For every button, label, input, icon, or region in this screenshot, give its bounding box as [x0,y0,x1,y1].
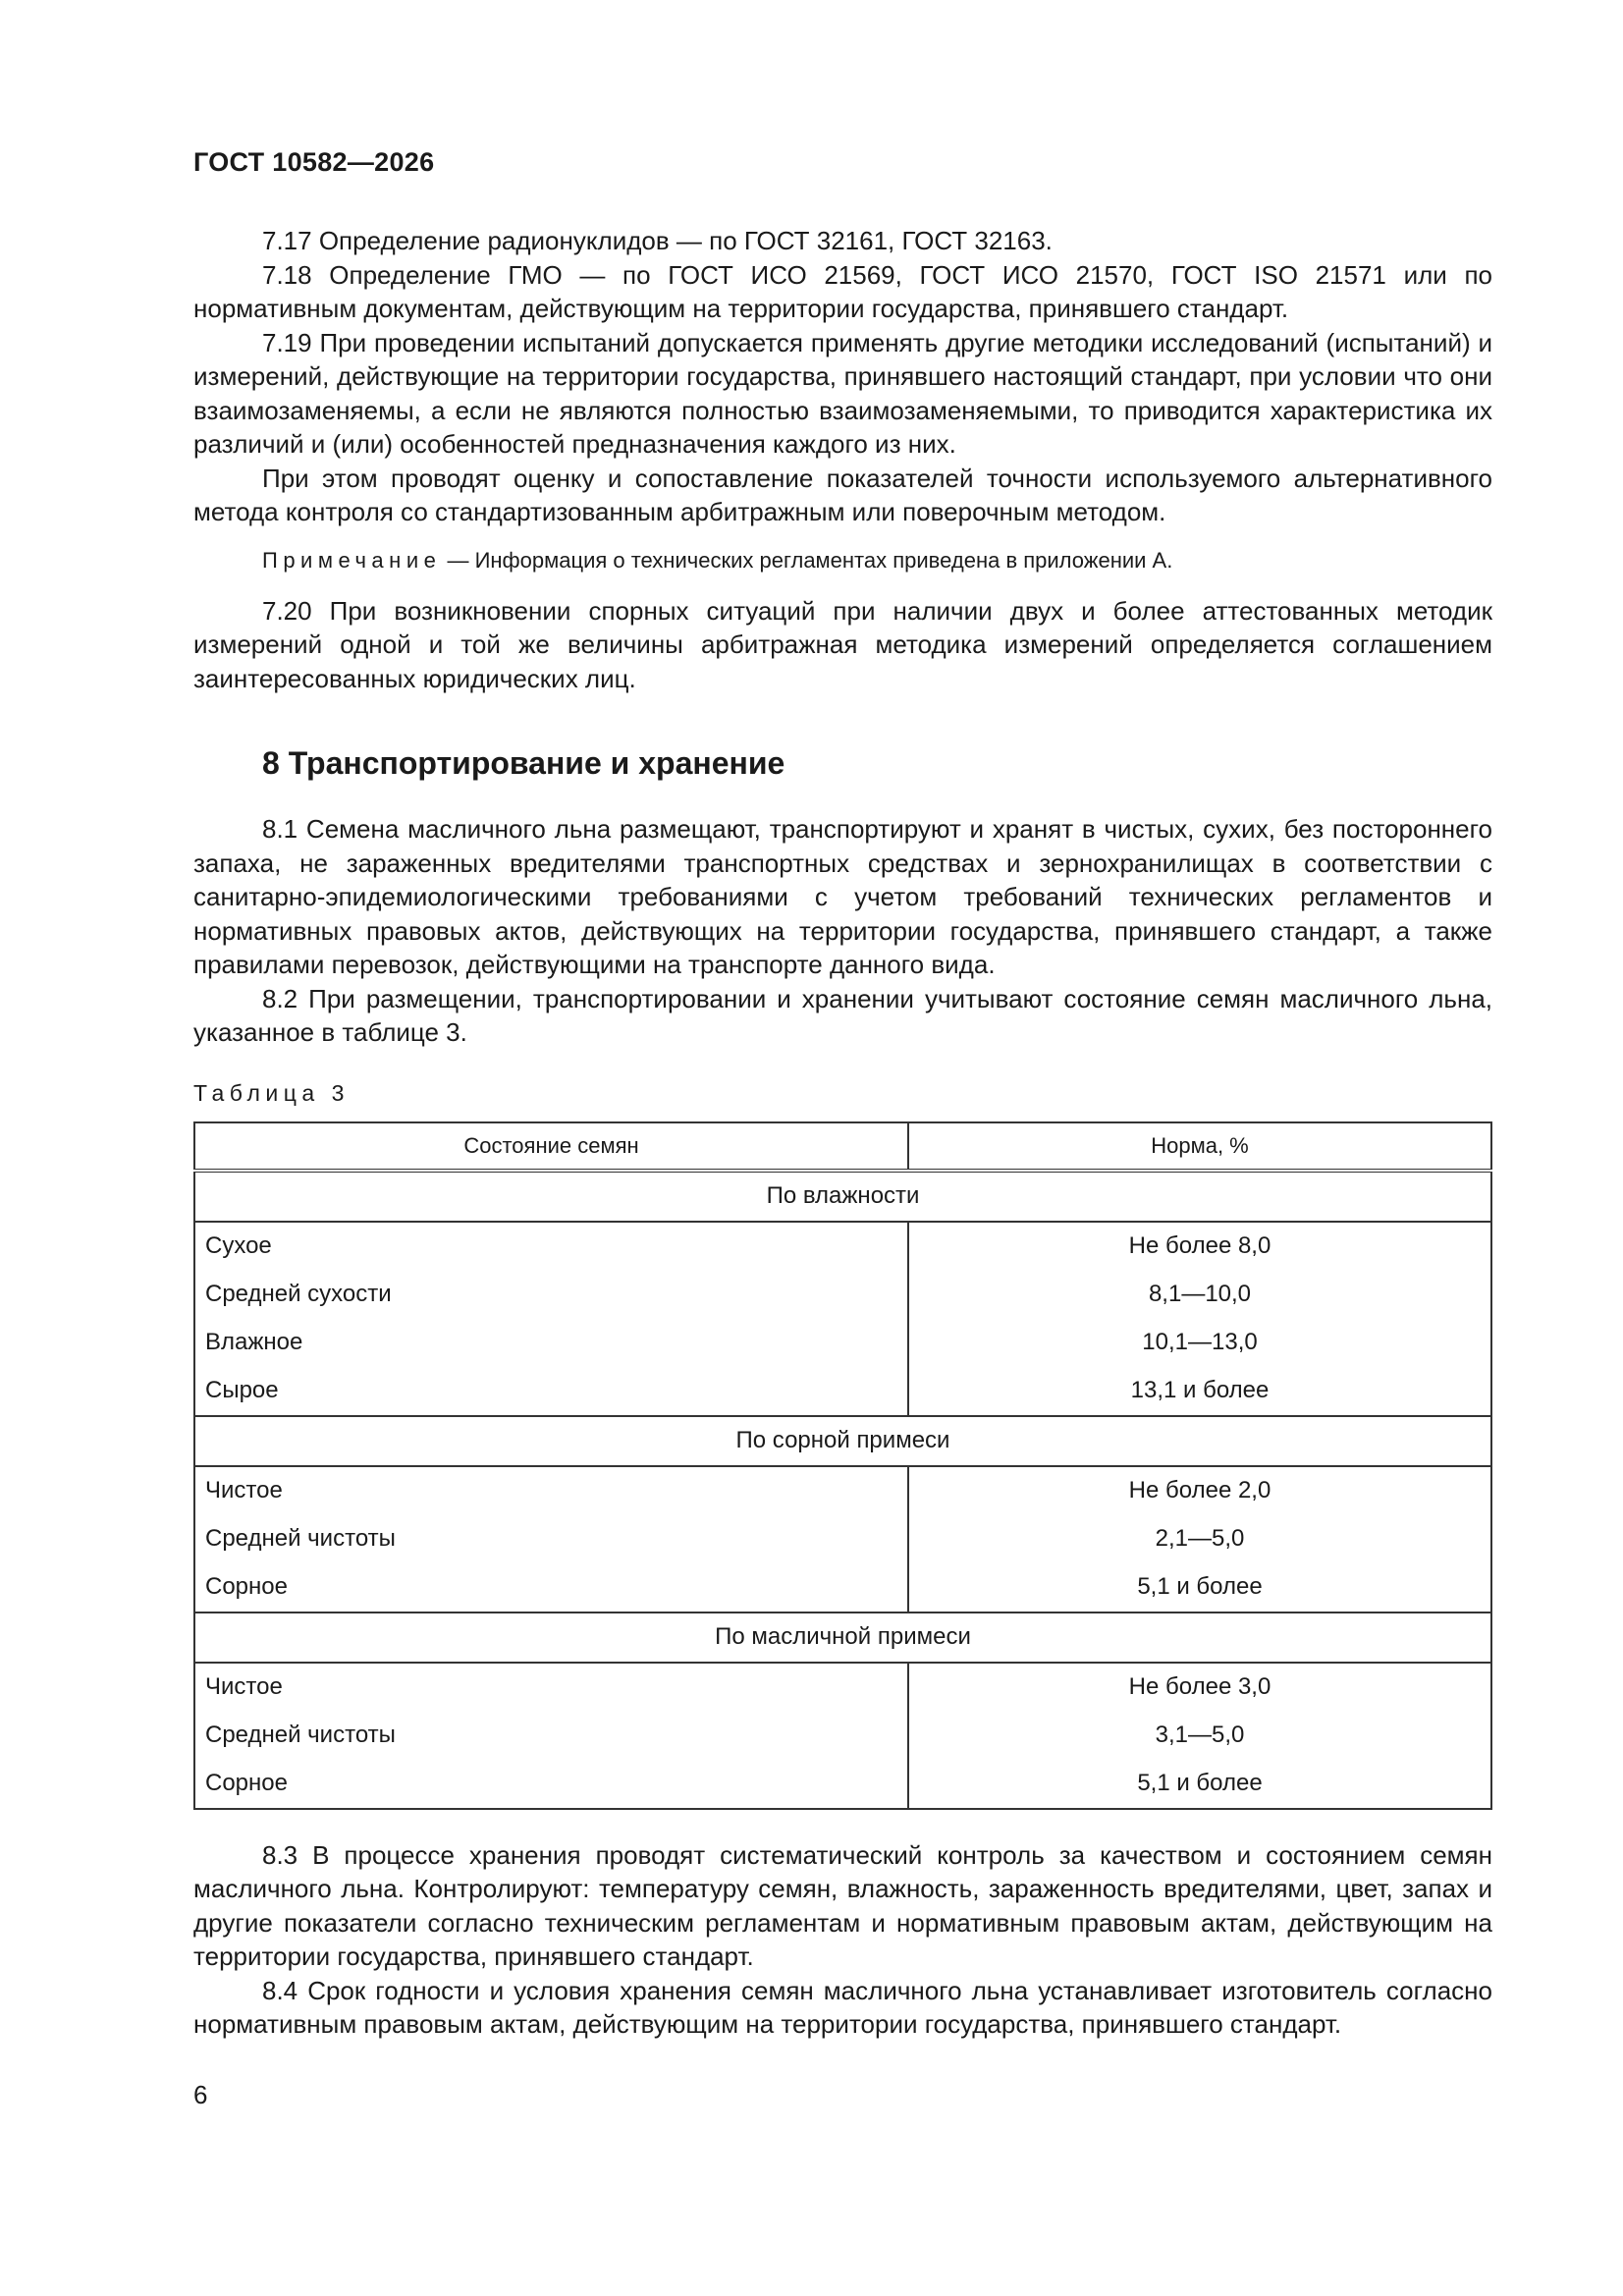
norm-cell: 5,1 и более [908,1760,1491,1809]
norm-cell: 10,1—13,0 [908,1319,1491,1367]
table-3 [193,1121,1492,1810]
document-body [193,224,1492,2042]
note-label: Примечание [262,547,442,573]
state-cell: Средней сухости [194,1271,908,1319]
state-cell: Влажное [194,1319,908,1367]
column-header-state: Состояние семян [194,1122,908,1171]
norm-cell: Не более 2,0 [908,1466,1491,1515]
table-row [194,1760,1491,1809]
group-title: По масличной примеси [194,1613,1491,1663]
norm-cell: 3,1—5,0 [908,1712,1491,1760]
paragraph-7-19: 7.19 При проведении испытаний допускается применять другие методики исследований (испытаний) и измерений, действующие на территории государства, принявшего настоящий стандарт, при условии что они взаимозаменяемы, а если не являются полностью взаимозаменяемыми, то приводится характеристика их различий и (или) особенностей предназначения каждого из них. [193,327,1492,459]
table-header-row [194,1122,1491,1171]
paragraph-7-18: 7.18 Определение ГМО — по ГОСТ ИСО 21569, ГОСТ ИСО 21570, ГОСТ ISO 21571 или по нормативным документам, действующим на территории государства, принявшего стандарт. [193,259,1492,323]
paragraph-8-2: 8.2 При размещении, транспортировании и хранении учитывают состояние семян масличного льна, указанное в таблице 3. [193,983,1492,1047]
norm-cell: 13,1 и более [908,1367,1491,1416]
state-cell: Чистое [194,1466,908,1515]
table-row [194,1367,1491,1416]
table-group-row [194,1171,1491,1222]
table-row [194,1319,1491,1367]
state-cell: Средней чистоты [194,1515,908,1563]
norm-cell: 5,1 и более [908,1563,1491,1613]
state-cell: Сухое [194,1222,908,1271]
section-title: 8 Транспортирование и хранение [262,745,785,781]
norm-cell: Не более 3,0 [908,1663,1491,1712]
paragraph-7-20: 7.20 При возникновении спорных ситуаций при наличии двух и более аттестованных методик измерений одной и той же величины арбитражная методика измерений определяется соглашением заинтересованных юридических лиц. [193,595,1492,693]
table-row [194,1222,1491,1271]
group-title: По влажности [194,1171,1491,1222]
paragraph-8-1: 8.1 Семена масличного льна размещают, транспортируют и хранят в чистых, сухих, без постороннего запаха, не зараженных вредителями транспортных средствах и зернохранилищах в соответствии с санитарно-эпидемиологическими требованиями с учетом требований технических регламентов и нормативных правовых актов, действующих на территории государства, принявшего стандарт, а также правилами перевозок, действующими на транспорте данного вида. [193,814,1492,979]
paragraph-8-3: 8.3 В процессе хранения проводят систематический контроль за качеством и состоянием семян масличного льна. Контролируют: температуру семян, влажность, зараженность вредителями, цвет, запах и другие показатели согласно техническим регламентам и нормативным правовым актам, действующим на территории государства, принявшего стандарт. [193,1839,1492,1971]
note [193,546,1492,575]
table-caption: Таблица 3 [193,1079,350,1106]
table-row [194,1663,1491,1712]
note-text: — Информация о технических регламентах приведена в приложении А. [441,547,1173,573]
paragraph-7-17: 7.17 Определение радионуклидов — по ГОСТ 32161, ГОСТ 32163. [262,226,1053,255]
state-cell: Чистое [194,1663,908,1712]
paragraph-7-19-continued: При этом проводят оценку и сопоставление показателей точности используемого альтернативного метода контроля со стандартизованным арбитражным или поверочным методом. [193,463,1492,526]
table-group-row [194,1416,1491,1466]
paragraph-8-4: 8.4 Срок годности и условия хранения семян масличного льна устанавливает изготовитель согласно нормативным правовым актам, действующим на территории государства, принявшего стандарт. [193,1975,1492,2039]
state-cell: Сорное [194,1760,908,1809]
state-cell: Сырое [194,1367,908,1416]
table-row [194,1712,1491,1760]
table-row [194,1515,1491,1563]
table-group-row [194,1613,1491,1663]
document-header: ГОСТ 10582—2026 [193,147,435,177]
state-cell: Сорное [194,1563,908,1613]
column-header-norm: Норма, % [908,1122,1491,1171]
norm-cell: 8,1—10,0 [908,1271,1491,1319]
group-title: По сорной примеси [194,1416,1491,1466]
table-row [194,1466,1491,1515]
table-row [194,1563,1491,1613]
table-row [194,1271,1491,1319]
state-cell: Средней чистоты [194,1712,908,1760]
page-number: 6 [193,2080,208,2109]
norm-cell: 2,1—5,0 [908,1515,1491,1563]
norm-cell: Не более 8,0 [908,1222,1491,1271]
